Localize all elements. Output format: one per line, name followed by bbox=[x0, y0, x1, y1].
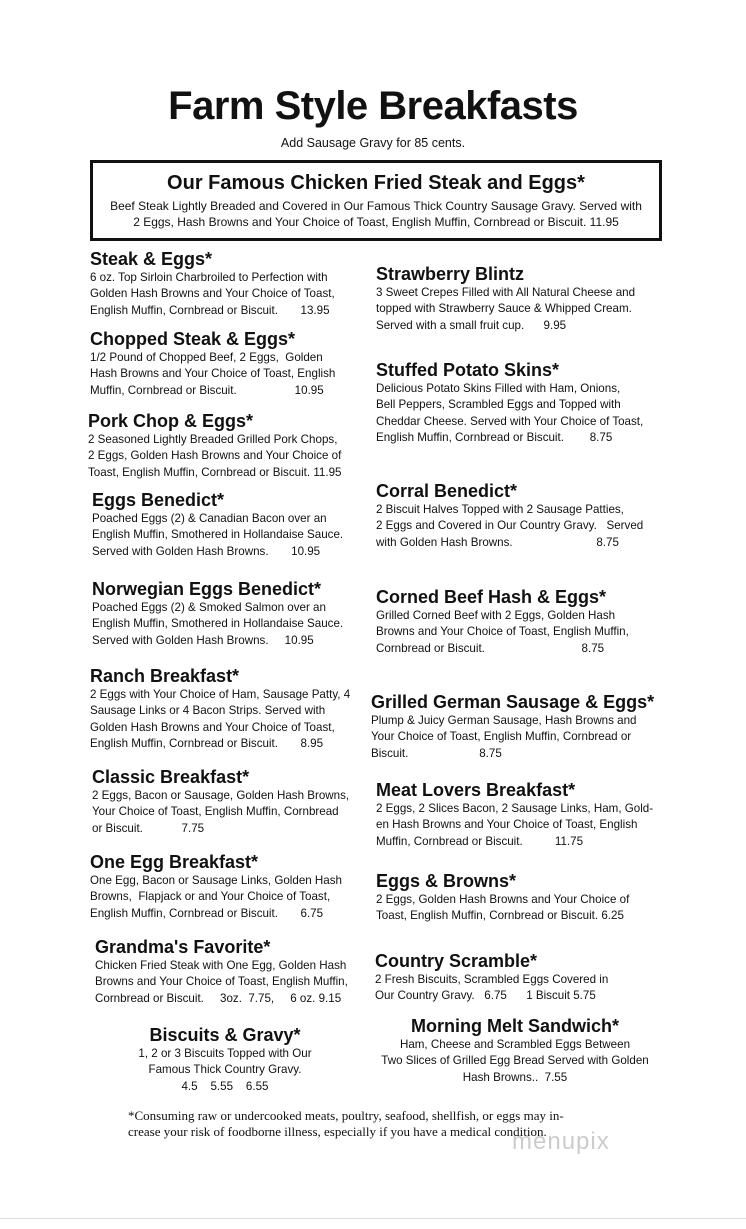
menu-item-description-line: or Biscuit. 7.75 bbox=[92, 821, 205, 835]
menu-item bbox=[92, 489, 343, 560]
menu-item-description-line: Two Slices of Grilled Egg Bread Served with Golden bbox=[381, 1054, 649, 1068]
menu-item-name: Stuffed Potato Skins* bbox=[376, 360, 560, 380]
menu-item-name: Classic Breakfast* bbox=[92, 767, 250, 787]
menu-item bbox=[92, 578, 343, 649]
menu-item-description-line: 1/2 Pound of Chopped Beef, 2 Eggs, Golden bbox=[90, 351, 323, 364]
menu-item-description-line: Muffin, Cornbread or Biscuit. 10.95 bbox=[90, 383, 324, 397]
menu-item-name: Morning Melt Sandwich* bbox=[410, 1016, 619, 1036]
menu-item bbox=[360, 1015, 670, 1086]
menu-item-description-line: Served with a small fruit cup. 9.95 bbox=[376, 318, 567, 332]
menu-item-name: Grilled German Sausage & Eggs* bbox=[371, 692, 655, 712]
menu-item-name: Chopped Steak & Eggs* bbox=[90, 329, 296, 349]
menu-item-description-line: 2 Biscuit Halves Topped with 2 Sausage Patties, bbox=[376, 503, 624, 516]
menu-item bbox=[90, 851, 342, 922]
menu-item-description-line: English Muffin, Cornbread or Biscuit. 8.75 bbox=[376, 430, 613, 444]
menu-item bbox=[375, 950, 608, 1005]
menu-item-description-line: Browns, Flapjack or and Your Choice of Toast, bbox=[90, 890, 331, 904]
menu-item-description-line: Ham, Cheese and Scrambled Eggs Between bbox=[399, 1038, 631, 1051]
menu-item-name: One Egg Breakfast* bbox=[90, 852, 259, 872]
menu-item-description-line: Poached Eggs (2) & Smoked Salmon over an bbox=[92, 601, 326, 614]
menu-item-description-line: Toast, English Muffin, Cornbread or Biscuit. 11.95 bbox=[88, 465, 342, 479]
menu-item-description-line: 2 Eggs, 2 Slices Bacon, 2 Sausage Links, Ham, Gold- bbox=[376, 802, 654, 815]
menu-item-description-line: 4.5 5.55 6.55 bbox=[181, 1079, 269, 1093]
menu-item bbox=[376, 359, 643, 446]
menu-item-description-line: Our Country Gravy. 6.75 1 Biscuit 5.75 bbox=[375, 989, 596, 1003]
menu-item-description-line: Cornbread or Biscuit. 3oz. 7.75, 6 oz. 9.15 bbox=[95, 991, 342, 1005]
featured-item-box bbox=[90, 160, 662, 241]
menu-item-description-line: 2 Eggs with Your Choice of Ham, Sausage Patty, 4 bbox=[90, 688, 351, 701]
menu-item bbox=[376, 263, 635, 334]
menu-item-description-line: Golden Hash Browns and Your Choice of Toast, bbox=[90, 287, 335, 301]
description-line: Beef Steak Lightly Breaded and Covered in Our Famous Thick Country Sausage Gravy. Served with bbox=[110, 199, 642, 213]
menu-item-description-line: 2 Eggs, Bacon or Sausage, Golden Hash Browns, bbox=[92, 789, 350, 802]
featured-item-name: Our Famous Chicken Fried Steak and Eggs* bbox=[167, 172, 585, 194]
menu-item-description-line: Browns and Your Choice of Toast, English Muffin, bbox=[95, 975, 348, 989]
disclaimer bbox=[128, 1108, 564, 1140]
menu-item-description-line: English Muffin, Cornbread or Biscuit. 6.75 bbox=[90, 906, 324, 920]
menu-item-name: Country Scramble* bbox=[375, 951, 538, 971]
menu-item-description-line: One Egg, Bacon or Sausage Links, Golden Hash bbox=[90, 874, 342, 887]
menu-item bbox=[88, 410, 341, 481]
menu-item-description-line: en Hash Browns and Your Choice of Toast, English bbox=[376, 818, 638, 832]
menu-item-description-line: Browns and Your Choice of Toast, English Muffin, bbox=[376, 625, 629, 639]
menu-item bbox=[85, 1024, 365, 1095]
menu-item-description-line: English Muffin, Cornbread or Biscuit. 13.95 bbox=[90, 303, 330, 317]
menu-item bbox=[90, 665, 350, 752]
menu-item-name: Eggs & Browns* bbox=[376, 871, 517, 891]
menu-item-description-line: Cheddar Cheese. Served with Your Choice of Toast, bbox=[376, 414, 644, 428]
menu-item-description-line: 2 Eggs, Golden Hash Browns and Your Choice of bbox=[376, 893, 630, 906]
menu-item bbox=[95, 936, 348, 1007]
menu-item bbox=[371, 691, 654, 762]
menu-item-name: Norwegian Eggs Benedict* bbox=[92, 579, 322, 599]
menu-item-description-line: Hash Browns and Your Choice of Toast, English bbox=[90, 367, 336, 381]
menu-item-description-line: Toast, English Muffin, Cornbread or Biscuit. 6.25 bbox=[376, 909, 624, 923]
menu-item bbox=[376, 586, 629, 657]
description-line: 2 Eggs, Hash Browns and Your Choice of Toast, English Muffin, Cornbread or Biscuit. 11.95 bbox=[133, 215, 619, 229]
menu-item-description-line: English Muffin, Smothered in Hollandaise Sauce. bbox=[92, 528, 344, 542]
menu-item-description-line: 2 Seasoned Lightly Breaded Grilled Pork Chops, bbox=[88, 433, 338, 446]
featured-item-description bbox=[93, 198, 659, 230]
menu-item-description-line: topped with Strawberry Sauce & Whipped Cream. bbox=[376, 302, 632, 316]
page-title: Farm Style Breakfasts bbox=[168, 84, 578, 128]
menu-item-description-line: Served with Golden Hash Browns. 10.95 bbox=[92, 544, 321, 558]
menu-item-name: Eggs Benedict* bbox=[92, 490, 225, 510]
menu-item-name: Steak & Eggs* bbox=[90, 249, 213, 269]
menu-item bbox=[376, 779, 653, 850]
menu-item-name: Ranch Breakfast* bbox=[90, 666, 240, 686]
menu-item-description-line: Famous Thick Country Gravy. bbox=[148, 1063, 302, 1077]
menu-item-name: Pork Chop & Eggs* bbox=[88, 411, 254, 431]
menu-item-name: Strawberry Blintz bbox=[376, 264, 525, 284]
menu-item-description-line: Poached Eggs (2) & Canadian Bacon over an bbox=[92, 512, 327, 525]
menu-item-description-line: Served with Golden Hash Browns. 10.95 bbox=[92, 633, 314, 647]
menu-item-description-line: Sausage Links or 4 Bacon Strips. Served with bbox=[90, 704, 326, 718]
menu-item-description-line: Grilled Corned Beef with 2 Eggs, Golden Hash bbox=[376, 609, 616, 622]
menu-item-name: Corral Benedict* bbox=[376, 481, 518, 501]
disclaimer-line: *Consuming raw or undercooked meats, poultry, seafood, shellfish, or eggs may in- bbox=[128, 1108, 564, 1123]
menu-item-name: Biscuits & Gravy* bbox=[149, 1025, 301, 1045]
menu-item-name: Meat Lovers Breakfast* bbox=[376, 780, 576, 800]
menu-item-description-line: English Muffin, Smothered in Hollandaise Sauce. bbox=[92, 617, 344, 631]
menu-item-description-line: Plump & Juicy German Sausage, Hash Browns and bbox=[371, 714, 637, 727]
menu-item-description-line: Biscuit. 8.75 bbox=[371, 746, 502, 760]
menu-item-description-line: Cornbread or Biscuit. 8.75 bbox=[376, 641, 605, 655]
menu-item-description-line: 2 Eggs and Covered in Our Country Gravy. Served bbox=[376, 519, 644, 533]
subtitle: Add Sausage Gravy for 85 cents. bbox=[280, 136, 466, 150]
menu-item-description-line: Chicken Fried Steak with One Egg, Golden Hash bbox=[95, 959, 347, 972]
menu-item-description-line: English Muffin, Cornbread or Biscuit. 8.95 bbox=[90, 736, 324, 750]
menu-item bbox=[376, 480, 643, 551]
menu-item-description-line: Your Choice of Toast, English Muffin, Cornbread bbox=[92, 805, 339, 819]
menu-item-description-line: Delicious Potato Skins Filled with Ham, Onions, bbox=[376, 382, 621, 395]
menu-item-description-line: 2 Eggs, Golden Hash Browns and Your Choice of bbox=[88, 449, 342, 463]
menu-item-description-line: Bell Peppers, Scrambled Eggs and Topped with bbox=[376, 398, 621, 412]
menu-item-description-line: 2 Fresh Biscuits, Scrambled Eggs Covered in bbox=[375, 973, 609, 986]
menu-item-description-line: 6 oz. Top Sirloin Charbroiled to Perfection with bbox=[90, 271, 328, 284]
menu-item-name: Grandma's Favorite* bbox=[95, 937, 271, 957]
menu-item-description-line: Golden Hash Browns and Your Choice of Toast, bbox=[90, 720, 335, 734]
menu-item-description-line: 3 Sweet Crepes Filled with All Natural Cheese and bbox=[376, 286, 636, 299]
menu-item-description-line: Hash Browns.. 7.55 bbox=[462, 1070, 568, 1084]
menu-item bbox=[92, 766, 349, 837]
menu-item-name: Corned Beef Hash & Eggs* bbox=[376, 587, 607, 607]
menu-item bbox=[376, 870, 629, 925]
menu-item-description-line: Muffin, Cornbread or Biscuit. 11.75 bbox=[376, 834, 584, 848]
watermark-logo: menupix bbox=[512, 1128, 610, 1155]
menu-item bbox=[90, 328, 335, 399]
divider bbox=[0, 1218, 746, 1219]
disclaimer-line: crease your risk of foodborne illness, especially if you have a medical condition. bbox=[128, 1124, 547, 1139]
menu-item-description-line: with Golden Hash Browns. 8.75 bbox=[376, 535, 619, 549]
menu-item bbox=[90, 248, 335, 319]
menu-item-description-line: 1, 2 or 3 Biscuits Topped with Our bbox=[138, 1047, 312, 1060]
menu-item-description-line: Your Choice of Toast, English Muffin, Cornbread or bbox=[371, 730, 632, 744]
